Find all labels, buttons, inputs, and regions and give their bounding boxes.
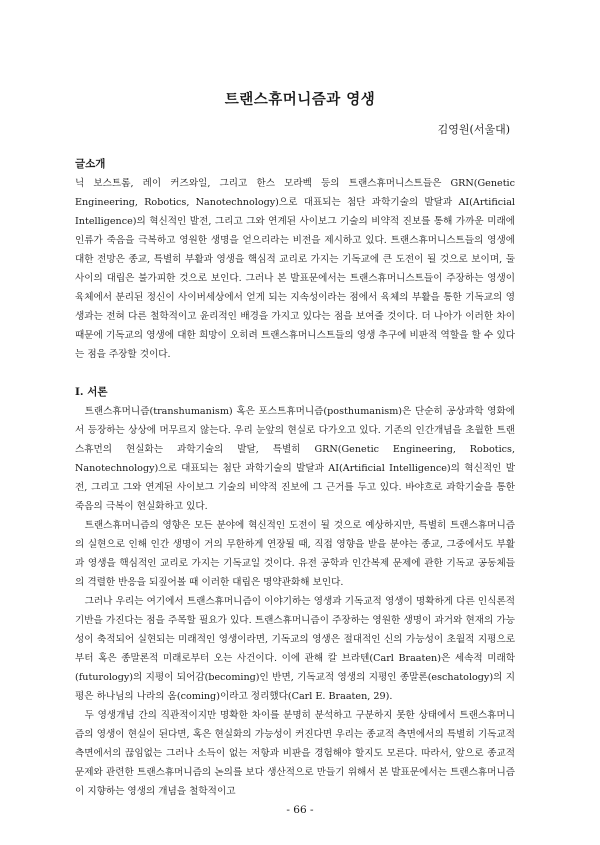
- section-spacer: [75, 364, 515, 383]
- body-paragraph-1: 트랜스휴머니즘(transhumanism) 혹은 포스트휴머니즘(posthumanism)은 단순히 공상과학 영화에서 등장하는 상상에 머무르지 않는다. 우리 눈앞의 현실로 다가오고 있다. 기존의 인간개념을 초월한 트랜스휴먼의 현실화는 과학기술의 발달, 특별히 GRN(Genetic Engineering, Robotics, Nanotechnology)으로 대표되는 첨단 과학기술의 발달과 AI(Artificial Intelligence)의 혁신적인 발전, 그리고 그와 연계된 사이보그 기술의 비약적 진보에 그 근거를 두고 있다. 바야흐로 과학기술을 통한 죽음의 극복이 현실화하고 있다.: [75, 406, 515, 512]
- abstract-paragraph: 닉 보스트롬, 레이 커즈와일, 그리고 한스 모라벡 등의 트랜스휴머니스트들은 GRN(Genetic Engineering, Robotics, Nanotechnology)으로 대표되는 첨단 과학기술의 발달과 AI(Artificial Intelligence)의 혁신적인 발전, 그리고 그와 연계된 사이보그 기술의 비약적 진보를 통해 가까운 미래에 인류가 죽음을 극복하고 영원한 생명을 얻으리라는 비전을 제시하고 있다. 트랜스휴머니스트들의 영생에 대한 전망은 종교, 특별히 부활과 영생을 핵심적 교리로 가지는 기독교에 큰 도전이 될 것으로 보이며, 둘 사이의 대립은 불가피한 것으로 보인다. 그러나 본 발표문에서는 트랜스휴머니스트들이 주장하는 영생이 육체에서 분리된 정신이 사이버세상에서 얻게 되는 지속성이라는 점에서 육체의 부활을 통한 기독교의 영생과는 전혀 다른 철학적이고 윤리적인 배경을 가지고 있다는 점을 보여줄 것이다. 더 나아가 이러한 차이 때문에 기독교의 영생에 대한 희망이 오히려 트랜스휴머니스트들의 영생 추구에 비판적 역할을 할 수 있다는 점을 주장할 것이다.: [75, 178, 515, 360]
- page-title: 트랜스휴머니즘과 영생: [224, 91, 376, 108]
- section-heading: I. 서론: [75, 386, 108, 398]
- body-paragraph-4: 두 영생개념 간의 직관적이지만 명확한 차이를 분명히 분석하고 구분하지 못한 상태에서 트랜스휴머니즘의 영생이 현실이 된다면, 혹은 현실화의 가능성이 커진다면 우리는 종교적 측면에서의 특별히 기독교적 측면에서의 끊임없는 그러나 소득이 없는 저항과 비판을 경험해야 할지도 모른다. 따라서, 앞으로 종교적 문제와 관련한 트랜스휴머니즘의 논의를 보다 생산적으로 만들기 위해서 본 발표문에서는 트랜스휴머니즘이 지향하는 영생의 개념을 철학적이고: [75, 710, 515, 797]
- body-paragraph-3: 그러나 우리는 여기에서 트랜스휴머니즘이 이야기하는 영생과 기독교적 영생이 명확하게 다른 인식론적 기반을 가진다는 점을 주목할 필요가 있다. 트랜스휴머니즘이 주장하는 영원한 생명이 과거와 현재의 가능성이 축적되어 실현되는 미래적인 영생이라면, 기독교의 영생은 절대적인 신의 가능성이 초월적 지평으로부터 혹은 종말론적 미래로부터 오는 사건이다. 이에 관해 칼 브라텐(Carl Braaten)은 세속적 미래학(futurology)의 지평이 되어감(becoming)인 반면, 기독교적 영생의 지평인 종말론(eschatology)의 지평은 하나님의 나라의 옴(coming)이라고 정리했다(Carl E. Braaten, 29).: [75, 596, 515, 702]
- author-affiliation: 김영원(서울대): [437, 123, 510, 136]
- abstract-heading: 글소개: [75, 158, 106, 170]
- page-number: - 66 -: [286, 804, 314, 816]
- body-paragraph-2: 트랜스휴머니즘의 영향은 모든 분야에 혁신적인 도전이 될 것으로 예상하지만, 특별히 트랜스휴머니즘의 실현으로 인해 인간 생명이 거의 무한하게 연장될 때, 직접 영향을 받을 분야는 종교, 그중에서도 부활과 영생을 핵심적인 교리로 가지는 기독교일 것이다. 유전 공학과 인간복제 문제에 관한 기독교 공동체들의 격렬한 반응을 되짚어볼 때 이러한 대립은 명약관화해 보인다.: [75, 520, 515, 588]
- document-body: [75, 155, 515, 801]
